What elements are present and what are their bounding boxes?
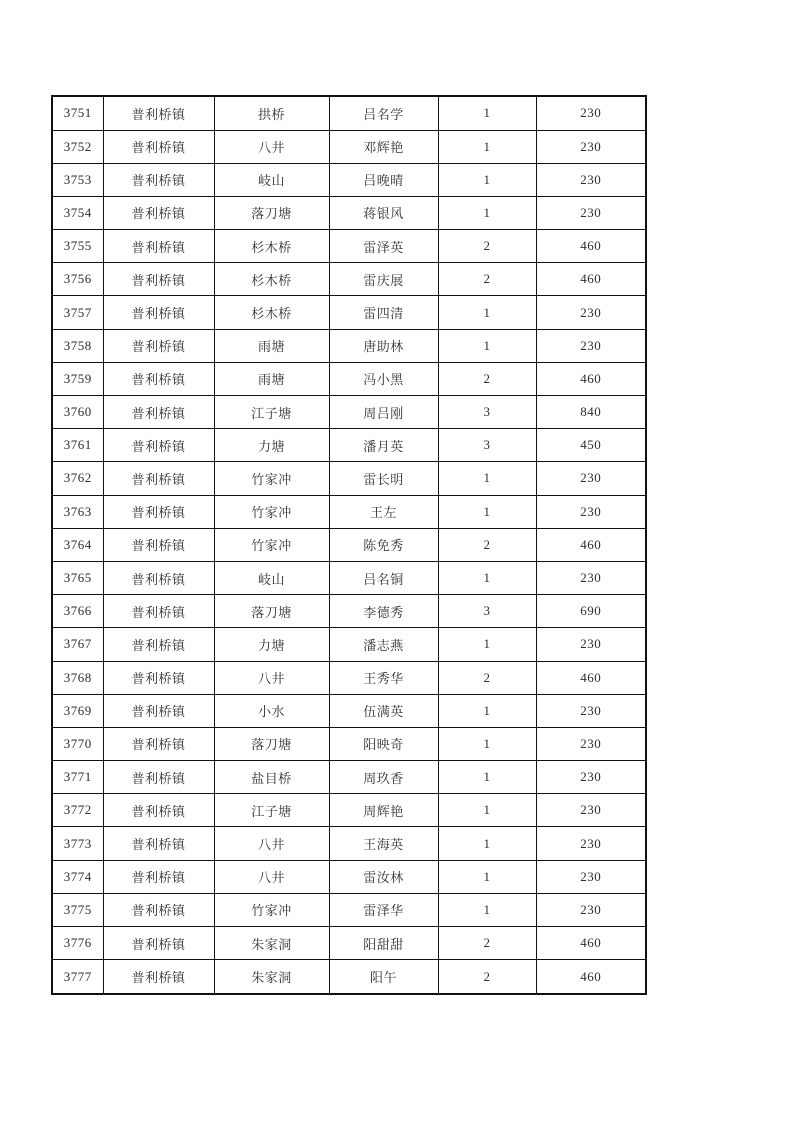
cell-village: 盐目桥 xyxy=(214,761,329,794)
cell-count: 1 xyxy=(438,628,536,661)
cell-village: 八井 xyxy=(214,661,329,694)
cell-town: 普利桥镇 xyxy=(103,860,214,893)
cell-town: 普利桥镇 xyxy=(103,661,214,694)
cell-amount: 690 xyxy=(536,595,646,628)
table-row xyxy=(52,495,646,528)
cell-village: 拱桥 xyxy=(214,96,329,130)
cell-town: 普利桥镇 xyxy=(103,462,214,495)
cell-person-name: 邓辉艳 xyxy=(329,130,438,163)
cell-serial-number: 3769 xyxy=(52,694,103,727)
cell-person-name: 吕晚晴 xyxy=(329,163,438,196)
cell-amount: 230 xyxy=(536,794,646,827)
cell-village: 竹家冲 xyxy=(214,528,329,561)
cell-town: 普利桥镇 xyxy=(103,296,214,329)
cell-person-name: 雷泽华 xyxy=(329,893,438,926)
cell-amount: 460 xyxy=(536,927,646,960)
cell-amount: 460 xyxy=(536,362,646,395)
cell-town: 普利桥镇 xyxy=(103,362,214,395)
cell-village: 杉木桥 xyxy=(214,230,329,263)
cell-town: 普利桥镇 xyxy=(103,761,214,794)
cell-count: 1 xyxy=(438,163,536,196)
cell-village: 杉木桥 xyxy=(214,263,329,296)
cell-serial-number: 3765 xyxy=(52,561,103,594)
cell-count: 1 xyxy=(438,462,536,495)
cell-village: 小水 xyxy=(214,694,329,727)
table-row xyxy=(52,893,646,926)
table-row xyxy=(52,130,646,163)
cell-serial-number: 3762 xyxy=(52,462,103,495)
cell-person-name: 雷汝林 xyxy=(329,860,438,893)
cell-amount: 230 xyxy=(536,329,646,362)
table-row xyxy=(52,462,646,495)
cell-village: 八井 xyxy=(214,130,329,163)
table-row xyxy=(52,827,646,860)
cell-amount: 230 xyxy=(536,694,646,727)
cell-village: 八井 xyxy=(214,827,329,860)
table-row xyxy=(52,196,646,229)
cell-count: 1 xyxy=(438,794,536,827)
cell-town: 普利桥镇 xyxy=(103,727,214,760)
cell-village: 江子塘 xyxy=(214,794,329,827)
cell-amount: 230 xyxy=(536,761,646,794)
cell-count: 1 xyxy=(438,893,536,926)
cell-count: 1 xyxy=(438,495,536,528)
cell-person-name: 雷四清 xyxy=(329,296,438,329)
cell-village: 竹家冲 xyxy=(214,495,329,528)
table-row xyxy=(52,396,646,429)
cell-amount: 460 xyxy=(536,661,646,694)
cell-village: 落刀塘 xyxy=(214,727,329,760)
cell-person-name: 雷泽英 xyxy=(329,230,438,263)
cell-count: 1 xyxy=(438,727,536,760)
cell-town: 普利桥镇 xyxy=(103,329,214,362)
cell-village: 落刀塘 xyxy=(214,196,329,229)
cell-person-name: 陈免秀 xyxy=(329,528,438,561)
cell-person-name: 雷庆展 xyxy=(329,263,438,296)
cell-town: 普利桥镇 xyxy=(103,595,214,628)
records-table xyxy=(51,95,647,995)
cell-town: 普利桥镇 xyxy=(103,893,214,926)
cell-village: 朱家洞 xyxy=(214,960,329,994)
cell-village: 江子塘 xyxy=(214,396,329,429)
cell-amount: 230 xyxy=(536,96,646,130)
cell-amount: 230 xyxy=(536,163,646,196)
cell-town: 普利桥镇 xyxy=(103,794,214,827)
cell-village: 八井 xyxy=(214,860,329,893)
cell-person-name: 周吕刚 xyxy=(329,396,438,429)
cell-person-name: 王海英 xyxy=(329,827,438,860)
cell-amount: 230 xyxy=(536,727,646,760)
cell-serial-number: 3773 xyxy=(52,827,103,860)
cell-serial-number: 3751 xyxy=(52,96,103,130)
cell-serial-number: 3759 xyxy=(52,362,103,395)
cell-village: 竹家冲 xyxy=(214,462,329,495)
table-row xyxy=(52,960,646,994)
cell-count: 2 xyxy=(438,960,536,994)
cell-person-name: 周辉艳 xyxy=(329,794,438,827)
cell-town: 普利桥镇 xyxy=(103,628,214,661)
table-row xyxy=(52,628,646,661)
cell-person-name: 王左 xyxy=(329,495,438,528)
cell-town: 普利桥镇 xyxy=(103,927,214,960)
table-row xyxy=(52,296,646,329)
cell-town: 普利桥镇 xyxy=(103,96,214,130)
cell-count: 2 xyxy=(438,927,536,960)
cell-amount: 230 xyxy=(536,495,646,528)
cell-amount: 230 xyxy=(536,860,646,893)
table-row xyxy=(52,561,646,594)
table-row xyxy=(52,761,646,794)
cell-person-name: 潘志燕 xyxy=(329,628,438,661)
cell-serial-number: 3755 xyxy=(52,230,103,263)
cell-count: 2 xyxy=(438,528,536,561)
table-row xyxy=(52,794,646,827)
table-row xyxy=(52,661,646,694)
table-row xyxy=(52,263,646,296)
cell-amount: 230 xyxy=(536,628,646,661)
table-row xyxy=(52,595,646,628)
cell-town: 普利桥镇 xyxy=(103,561,214,594)
cell-amount: 460 xyxy=(536,528,646,561)
cell-village: 雨塘 xyxy=(214,362,329,395)
cell-count: 2 xyxy=(438,661,536,694)
table-row xyxy=(52,163,646,196)
cell-person-name: 蒋银风 xyxy=(329,196,438,229)
cell-village: 力塘 xyxy=(214,429,329,462)
cell-amount: 230 xyxy=(536,196,646,229)
cell-town: 普利桥镇 xyxy=(103,163,214,196)
cell-count: 1 xyxy=(438,561,536,594)
cell-town: 普利桥镇 xyxy=(103,827,214,860)
cell-person-name: 冯小黑 xyxy=(329,362,438,395)
table-row xyxy=(52,429,646,462)
cell-person-name: 阳甜甜 xyxy=(329,927,438,960)
cell-person-name: 阳映奇 xyxy=(329,727,438,760)
table-row xyxy=(52,860,646,893)
cell-serial-number: 3772 xyxy=(52,794,103,827)
cell-town: 普利桥镇 xyxy=(103,429,214,462)
cell-town: 普利桥镇 xyxy=(103,396,214,429)
cell-serial-number: 3764 xyxy=(52,528,103,561)
cell-village: 杉木桥 xyxy=(214,296,329,329)
table-row xyxy=(52,727,646,760)
cell-town: 普利桥镇 xyxy=(103,528,214,561)
cell-village: 岐山 xyxy=(214,561,329,594)
cell-count: 1 xyxy=(438,761,536,794)
cell-count: 3 xyxy=(438,595,536,628)
cell-village: 竹家冲 xyxy=(214,893,329,926)
cell-town: 普利桥镇 xyxy=(103,495,214,528)
cell-town: 普利桥镇 xyxy=(103,130,214,163)
cell-serial-number: 3777 xyxy=(52,960,103,994)
cell-serial-number: 3776 xyxy=(52,927,103,960)
cell-count: 1 xyxy=(438,329,536,362)
cell-count: 1 xyxy=(438,130,536,163)
table-row xyxy=(52,230,646,263)
table-body xyxy=(52,96,646,994)
cell-serial-number: 3775 xyxy=(52,893,103,926)
table-row xyxy=(52,96,646,130)
cell-serial-number: 3774 xyxy=(52,860,103,893)
cell-village: 力塘 xyxy=(214,628,329,661)
cell-village: 落刀塘 xyxy=(214,595,329,628)
cell-serial-number: 3770 xyxy=(52,727,103,760)
cell-amount: 450 xyxy=(536,429,646,462)
cell-person-name: 唐助林 xyxy=(329,329,438,362)
cell-serial-number: 3768 xyxy=(52,661,103,694)
cell-person-name: 李德秀 xyxy=(329,595,438,628)
cell-town: 普利桥镇 xyxy=(103,230,214,263)
cell-person-name: 吕名铜 xyxy=(329,561,438,594)
cell-person-name: 阳午 xyxy=(329,960,438,994)
cell-count: 1 xyxy=(438,196,536,229)
cell-serial-number: 3757 xyxy=(52,296,103,329)
cell-person-name: 潘月英 xyxy=(329,429,438,462)
cell-village: 岐山 xyxy=(214,163,329,196)
cell-count: 1 xyxy=(438,296,536,329)
cell-amount: 230 xyxy=(536,827,646,860)
cell-amount: 230 xyxy=(536,462,646,495)
cell-count: 2 xyxy=(438,230,536,263)
cell-serial-number: 3766 xyxy=(52,595,103,628)
cell-amount: 460 xyxy=(536,263,646,296)
cell-amount: 230 xyxy=(536,130,646,163)
cell-town: 普利桥镇 xyxy=(103,196,214,229)
cell-person-name: 伍满英 xyxy=(329,694,438,727)
cell-count: 1 xyxy=(438,860,536,893)
table-row xyxy=(52,694,646,727)
cell-count: 3 xyxy=(438,396,536,429)
cell-serial-number: 3758 xyxy=(52,329,103,362)
cell-count: 1 xyxy=(438,96,536,130)
cell-person-name: 王秀华 xyxy=(329,661,438,694)
cell-amount: 230 xyxy=(536,561,646,594)
cell-count: 3 xyxy=(438,429,536,462)
cell-amount: 840 xyxy=(536,396,646,429)
table-row xyxy=(52,362,646,395)
cell-count: 1 xyxy=(438,694,536,727)
cell-village: 朱家洞 xyxy=(214,927,329,960)
table-row xyxy=(52,528,646,561)
cell-amount: 460 xyxy=(536,960,646,994)
cell-serial-number: 3763 xyxy=(52,495,103,528)
cell-person-name: 周玖香 xyxy=(329,761,438,794)
cell-town: 普利桥镇 xyxy=(103,960,214,994)
cell-serial-number: 3771 xyxy=(52,761,103,794)
cell-serial-number: 3760 xyxy=(52,396,103,429)
cell-amount: 460 xyxy=(536,230,646,263)
cell-serial-number: 3753 xyxy=(52,163,103,196)
cell-serial-number: 3767 xyxy=(52,628,103,661)
cell-person-name: 雷长明 xyxy=(329,462,438,495)
cell-serial-number: 3752 xyxy=(52,130,103,163)
cell-town: 普利桥镇 xyxy=(103,694,214,727)
cell-count: 1 xyxy=(438,827,536,860)
table-row xyxy=(52,329,646,362)
cell-town: 普利桥镇 xyxy=(103,263,214,296)
cell-count: 2 xyxy=(438,362,536,395)
cell-village: 雨塘 xyxy=(214,329,329,362)
cell-amount: 230 xyxy=(536,893,646,926)
cell-serial-number: 3754 xyxy=(52,196,103,229)
cell-amount: 230 xyxy=(536,296,646,329)
cell-serial-number: 3756 xyxy=(52,263,103,296)
cell-count: 2 xyxy=(438,263,536,296)
table-row xyxy=(52,927,646,960)
cell-serial-number: 3761 xyxy=(52,429,103,462)
cell-person-name: 吕名学 xyxy=(329,96,438,130)
